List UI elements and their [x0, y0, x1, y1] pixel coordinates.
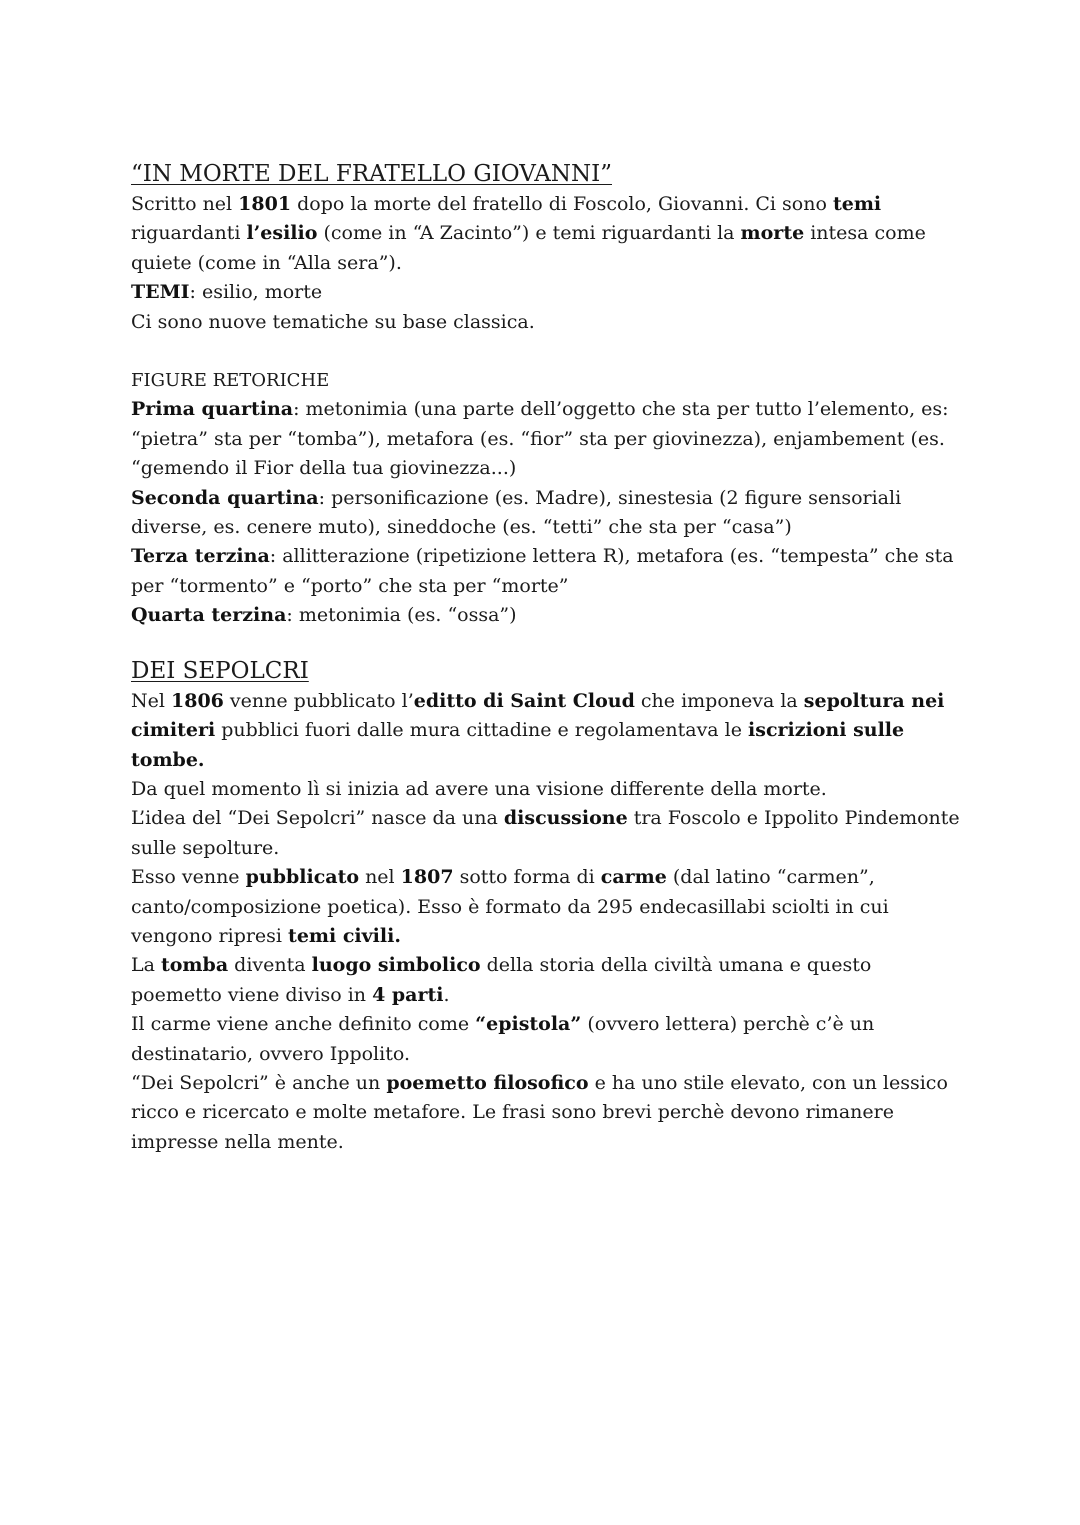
paragraph-epistola: Il carme viene anche definito come “epistola” (ovvero lettera) perchè c’è un destinatario, ovvero Ippolito.: [131, 1013, 875, 1065]
paragraph-idea: L’idea del “Dei Sepolcri” nasce da una discussione tra Foscolo e Ippolito Pindemonte sulle sepolture.: [131, 807, 960, 859]
spacer: [131, 631, 961, 655]
paragraph-tomba: La tomba diventa luogo simbolico della storia della civiltà umana e questo poemetto viene diviso in 4 parti.: [131, 954, 872, 1006]
paragraph-pubblicazione: Esso venne pubblicato nel 1807 sotto forma di carme (dal latino “carmen”, canto/composizione poetica). Esso è formato da 295 endecasillabi sciolti in cui vengono ripresi temi civili.: [131, 866, 889, 947]
paragraph-poemetto: “Dei Sepolcri” è anche un poemetto filosofico e ha uno stile elevato, con un lessico ricco e ricercato e molte metafore. Le frasi sono brevi perchè devono rimanere impresse nella mente.: [131, 1071, 948, 1153]
figure-retoriche-heading: FIGURE RETORICHE: [131, 370, 330, 392]
spacer: [131, 337, 961, 366]
paragraph-intro: Scritto nel 1801 dopo la morte del fratello di Foscolo, Giovanni. Ci sono temi riguardanti l’esilio (come in “A Zacinto”) e temi riguardanti la morte intesa come quiete (come in “Alla sera”).: [131, 193, 926, 274]
figure-item-quarta-terzina: Quarta terzina: metonimia (es. “ossa”): [131, 604, 517, 627]
section-title-dei-sepolcri: DEI SEPOLCRI: [131, 657, 309, 684]
figure-item-prima-quartina: Prima quartina: metonimia (una parte dell’oggetto che sta per tutto l’elemento, es: “pietra” sta per “tomba”), metafora (es. “fior” sta per giovinezza), enjambement (es. “gemendo il Fior della tua giovinezza...): [131, 398, 949, 480]
figure-item-terza-terzina: Terza terzina: allitterazione (ripetizione lettera R), metafora (es. “tempesta” che sta per “tormento” e “porto” che sta per “morte”: [131, 545, 954, 597]
paragraph-temi: TEMI: esilio, morte: [131, 281, 323, 304]
section-title-in-morte: “IN MORTE DEL FRATELLO GIOVANNI”: [131, 161, 612, 187]
paragraph-tematiche: Ci sono nuove tematiche su base classica.: [131, 310, 535, 333]
figure-item-seconda-quartina: Seconda quartina: personificazione (es. Madre), sinestesia (2 figure sensoriali diverse, es. cenere muto), sineddoche (es. “tetti” che sta per “casa”): [131, 486, 902, 539]
document-page: [131, 158, 961, 1157]
paragraph-visione: Da quel momento lì si inizia ad avere una visione differente della morte.: [131, 777, 827, 800]
paragraph-editto: Nel 1806 venne pubblicato l’editto di Saint Cloud che imponeva la sepoltura nei cimiteri pubblici fuori dalle mura cittadine e regolamentava le iscrizioni sulle tombe.: [131, 689, 945, 771]
